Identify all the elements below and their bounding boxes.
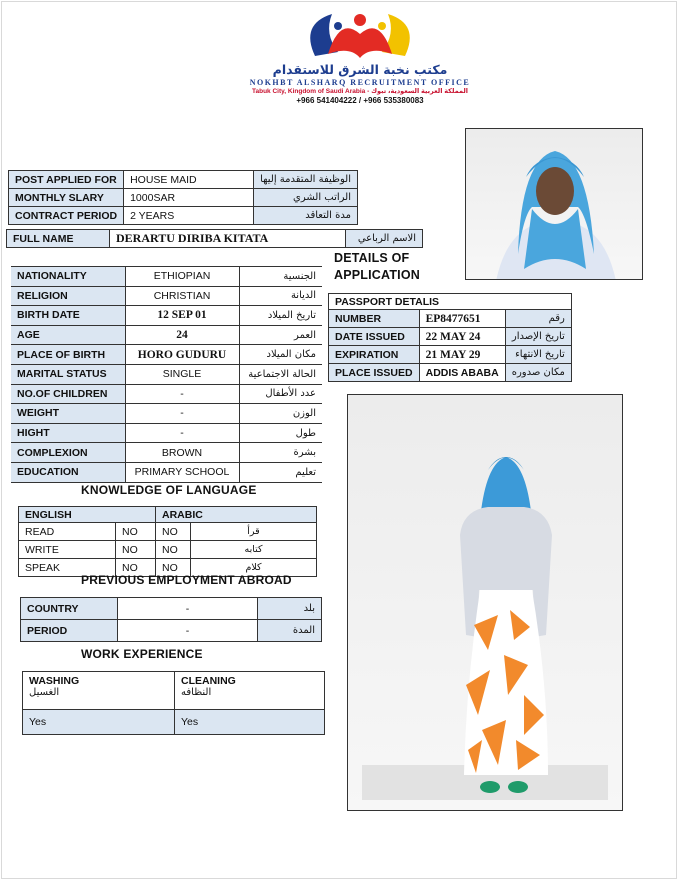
place-issued-row (329, 364, 572, 382)
details-title-line2: APPLICATION (334, 268, 420, 282)
education-value: PRIMARY SCHOOL (125, 462, 239, 482)
monthly-salary-value: 1000SAR (124, 189, 254, 207)
post-applied-label: POST APPLIED FOR (9, 171, 124, 189)
language-speak-arabic: كلام (191, 559, 317, 577)
language-read-arabic: قرأ (191, 523, 317, 541)
birth-date-label: BIRTH DATE (11, 306, 125, 326)
cleaning-label: CLEANING (181, 675, 236, 687)
full-name-value: DERARTU DIRIBA KITATA (110, 230, 346, 248)
marital-status-label: MARITAL STATUS (11, 364, 125, 384)
age-row (11, 325, 322, 345)
passport-number-label: NUMBER (329, 310, 420, 328)
contract-period-arabic: مدة التعاقد (254, 207, 358, 225)
full-name-row (7, 230, 423, 248)
passport-header-row (329, 294, 572, 310)
height-label: HIGHT (11, 423, 125, 443)
passport-number-arabic: رقم (505, 310, 571, 328)
cleaning-header (175, 672, 325, 710)
post-applied-row (9, 171, 358, 189)
language-write-row (19, 541, 317, 559)
age-label: AGE (11, 325, 125, 345)
nationality-label: NATIONALITY (11, 267, 125, 287)
religion-row (11, 286, 322, 306)
monthly-salary-row (9, 189, 358, 207)
cleaning-arabic: النظافه (181, 687, 212, 698)
language-write-arabic: كتابه (191, 541, 317, 559)
period-label: PERIOD (21, 620, 118, 642)
portrait-person-icon (466, 129, 643, 280)
date-issued-arabic: تاريخ الإصدار (505, 328, 571, 346)
expiration-value: 21 MAY 29 (419, 346, 505, 364)
religion-value: CHRISTIAN (125, 286, 239, 306)
full-name-arabic: الاسم الرباعي (346, 230, 423, 248)
birth-date-row (11, 306, 322, 326)
birth-date-value: 12 SEP 01 (125, 306, 239, 326)
marital-status-row (11, 364, 322, 384)
details-title-line1: DETAILS OF (334, 251, 410, 265)
language-read-label: READ (19, 523, 116, 541)
cleaning-value: Yes (175, 710, 325, 735)
weight-row (11, 404, 322, 424)
education-row (11, 462, 322, 482)
place-of-birth-arabic: مكان الميلاد (239, 345, 322, 365)
weight-arabic: الوزن (239, 404, 322, 424)
office-logo-icon (220, 6, 500, 66)
country-arabic: بلد (258, 598, 322, 620)
place-issued-label: PLACE ISSUED (329, 364, 420, 382)
place-of-birth-value: HORO GUDURU (125, 345, 239, 365)
weight-value: - (125, 404, 239, 424)
country-row (21, 598, 322, 620)
complexion-arabic: بشرة (239, 443, 322, 463)
contract-period-value: 2 YEARS (124, 207, 254, 225)
complexion-value: BROWN (125, 443, 239, 463)
previous-employment-title: PREVIOUS EMPLOYMENT ABROAD (81, 573, 292, 587)
language-speak-label: SPEAK (19, 559, 116, 577)
washing-arabic: الغسيل (29, 687, 60, 698)
age-arabic: العمر (239, 325, 322, 345)
date-issued-value: 22 MAY 24 (419, 328, 505, 346)
work-experience-table (22, 671, 325, 735)
place-of-birth-row (11, 345, 322, 365)
language-speak-arabic-level: NO (156, 559, 191, 577)
washing-value: Yes (23, 710, 175, 735)
office-name-arabic: مكتب نخبة الشرق للاستقدام (272, 62, 448, 77)
expiration-arabic: تاريخ الانتهاء (505, 346, 571, 364)
passport-expiry-row (329, 346, 572, 364)
children-label: NO.OF CHILDREN (11, 384, 125, 404)
logo-block (220, 6, 500, 106)
nationality-value: ETHIOPIAN (125, 267, 239, 287)
language-header-row (19, 507, 317, 523)
language-read-row (19, 523, 317, 541)
details-of-application-title (334, 250, 420, 284)
period-arabic: المدة (258, 620, 322, 642)
passport-issued-row (329, 328, 572, 346)
passport-number-row (329, 310, 572, 328)
knowledge-of-language-title: KNOWLEDGE OF LANGUAGE (81, 483, 257, 497)
education-arabic: تعليم (239, 462, 322, 482)
children-value: - (125, 384, 239, 404)
children-row (11, 384, 322, 404)
children-arabic: عدد الأطفال (239, 384, 322, 404)
period-value: - (118, 620, 258, 642)
place-issued-arabic: مكان صدوره (505, 364, 571, 382)
place-issued-value: ADDIS ABABA (419, 364, 505, 382)
height-value: - (125, 423, 239, 443)
passport-details-title: PASSPORT DETALIS (329, 294, 572, 310)
full-name-table (6, 229, 423, 248)
religion-label: RELIGION (11, 286, 125, 306)
passport-table (328, 293, 572, 382)
period-row (21, 620, 322, 642)
country-label: COUNTRY (21, 598, 118, 620)
height-arabic: طول (239, 423, 322, 443)
english-header: ENGLISH (19, 507, 156, 523)
work-experience-title: WORK EXPERIENCE (81, 647, 203, 661)
language-write-english: NO (116, 541, 156, 559)
office-name-english: NOKHBT ALSHARQ RECRUITMENT OFFICE (249, 78, 471, 87)
language-read-arabic-level: NO (156, 523, 191, 541)
washing-header (23, 672, 175, 710)
language-write-arabic-level: NO (156, 541, 191, 559)
previous-employment-table (20, 597, 322, 642)
country-value: - (118, 598, 258, 620)
post-applied-arabic: الوظيفة المتقدمة إليها (254, 171, 358, 189)
age-value: 24 (125, 325, 239, 345)
date-issued-label: DATE ISSUED (329, 328, 420, 346)
language-speak-english: NO (116, 559, 156, 577)
portrait-photo (465, 128, 643, 280)
nationality-arabic: الجنسية (239, 267, 322, 287)
birth-date-arabic: تاريخ الميلاد (239, 306, 322, 326)
work-header-row (23, 672, 325, 710)
post-table (8, 170, 358, 225)
office-phone: +966 541404222 / +966 535380083 (296, 96, 424, 105)
complexion-label: COMPLEXION (11, 443, 125, 463)
passport-number-value: EP8477651 (419, 310, 505, 328)
monthly-salary-label: MONTHLY SLARY (9, 189, 124, 207)
contract-period-row (9, 207, 358, 225)
arabic-header: ARABIC (156, 507, 317, 523)
language-write-label: WRITE (19, 541, 116, 559)
marital-status-value: SINGLE (125, 364, 239, 384)
place-of-birth-label: PLACE OF BIRTH (11, 345, 125, 365)
full-body-person-icon (348, 395, 623, 811)
complexion-row (11, 443, 322, 463)
personal-details-table (11, 266, 322, 483)
religion-arabic: الديانة (239, 286, 322, 306)
work-value-row (23, 710, 325, 735)
height-row (11, 423, 322, 443)
full-name-label: FULL NAME (7, 230, 110, 248)
office-location: Tabuk City, Kingdom of Saudi Arabia - المملكة العربية السعودية، تبوك (252, 88, 468, 95)
post-applied-value: HOUSE MAID (124, 171, 254, 189)
language-table (18, 506, 317, 577)
nationality-row (11, 267, 322, 287)
marital-status-arabic: الحالة الاجتماعية (239, 364, 322, 384)
full-body-photo (347, 394, 623, 811)
expiration-label: EXPIRATION (329, 346, 420, 364)
monthly-salary-arabic: الراتب الشري (254, 189, 358, 207)
education-label: EDUCATION (11, 462, 125, 482)
washing-label: WASHING (29, 675, 80, 687)
language-read-english: NO (116, 523, 156, 541)
weight-label: WEIGHT (11, 404, 125, 424)
contract-period-label: CONTRACT PERIOD (9, 207, 124, 225)
